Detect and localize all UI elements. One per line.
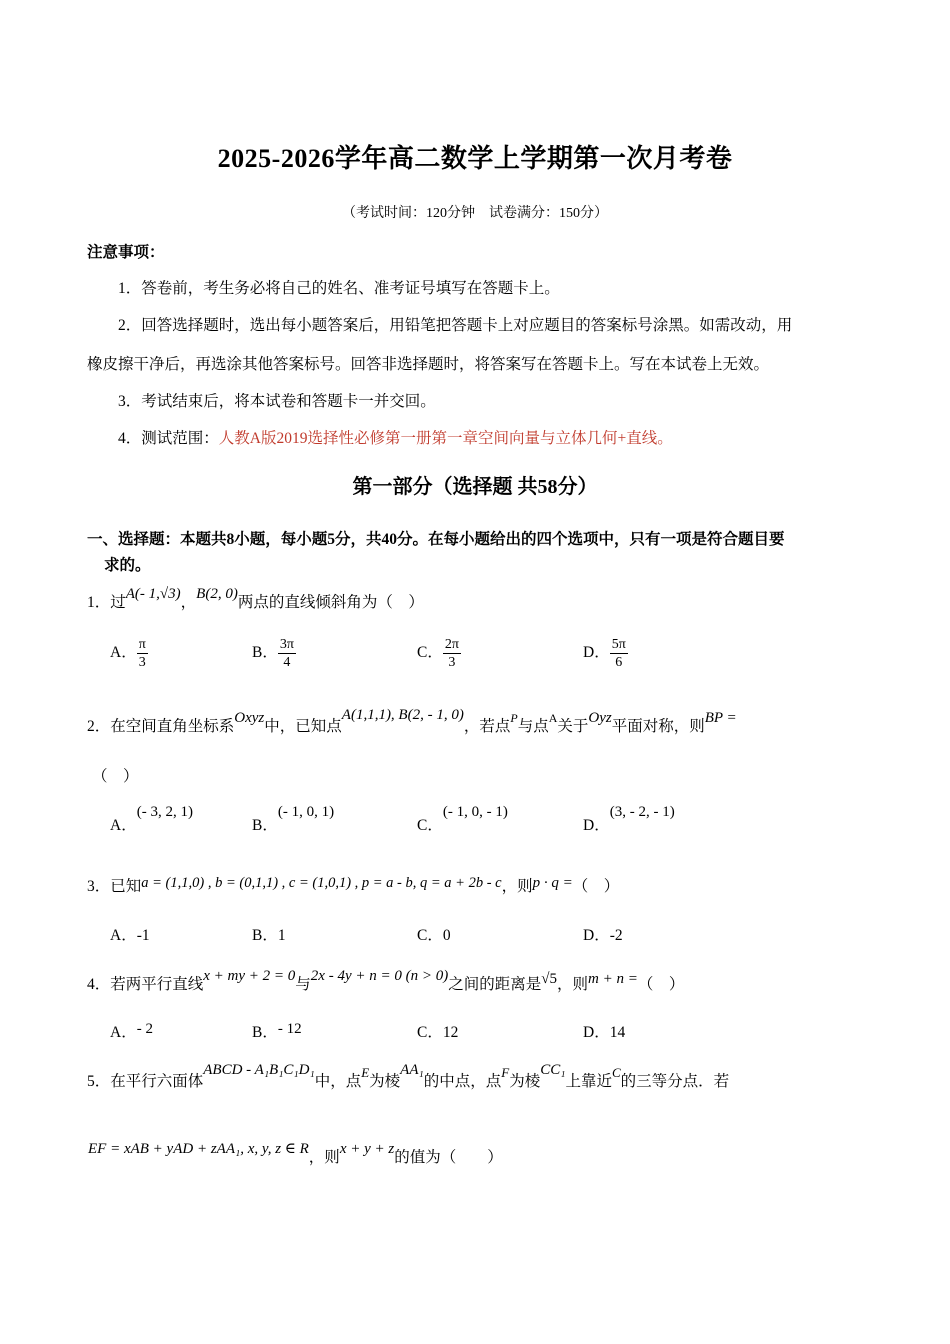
q1-option-c-fraction: $\frac{2\pi}{3}$ <box>444 637 459 670</box>
q4-option-d[interactable]: D．14 <box>583 1024 626 1041</box>
question-5-stem-cont: EF = xAB + yAD + zAA₁, x, y, z ∈ R，则x + y + z的值为（ ） <box>88 1141 503 1166</box>
q1-stem-end: 两点的直线倾斜角为（ ） <box>237 594 424 611</box>
q3-option-a[interactable]: A．-1 <box>110 927 150 944</box>
question-5-stem: 5．在平行六面体ABCD - A₁B₁C₁D₁中，点$^E$为棱AA₁的中点，点$^F$为棱CC₁上靠近$^C$的三等分点．若 <box>87 1062 730 1090</box>
q1-option-a[interactable]: A． $\frac{\pi}{3}$ <box>110 637 146 670</box>
note-item-4-prefix: 4．测试范围： <box>118 430 219 447</box>
q3-option-b[interactable]: B．1 <box>252 927 286 944</box>
q2-oyz: Oyz <box>588 710 612 726</box>
q3-expr: p · q = <box>532 875 573 891</box>
q2-option-d[interactable]: D．(3, - 2, - 1) <box>583 804 675 834</box>
q2-option-c[interactable]: C．(- 1, 0, - 1) <box>417 804 508 834</box>
q1-option-c[interactable]: C． $\frac{2\pi}{3}$ <box>417 637 459 670</box>
q1-num: 1．过 <box>87 594 126 611</box>
note-item-1: 1．答卷前，考生务必将自己的姓名、准考证号填写在答题卡上。 <box>118 280 560 297</box>
question-4-stem: 4．若两平行直线x + my + 2 = 0与2x - 4y + n = 0 (n > 0)之间的距离是√5，则m + n =（ ） <box>87 968 685 993</box>
q4-distance: √5 <box>541 971 557 987</box>
page-title: 2025-2026学年高二数学上学期第一次月考卷 <box>217 144 733 173</box>
q1-point-a: A(- 1,√3) <box>125 586 181 602</box>
q1-option-b[interactable]: B． $\frac{3\pi}{4}$ <box>252 637 294 670</box>
part-instructions: 一、选择题：本题共8小题，每小题5分，共40分。在每小题给出的四个选项中，只有一项是符合题目要 <box>87 531 785 548</box>
q1-option-d[interactable]: D． $\frac{5\pi}{6}$ <box>583 637 626 670</box>
q1-option-d-fraction: $\frac{5\pi}{6}$ <box>611 637 626 670</box>
q2-answer-paren: （ ） <box>92 768 139 785</box>
q2-oxyz: Oxyz <box>234 710 265 726</box>
part-instructions-cont: 求的。 <box>104 557 151 574</box>
exam-info: （考试时间：120分钟 试卷满分：150分） <box>342 206 608 221</box>
q1-option-a-fraction: $\frac{\pi}{3}$ <box>138 637 146 670</box>
q3-vectors: a = (1,1,0) , b = (0,1,1) , c = (1,0,1) , p = a - b, q = a + 2b - c <box>141 875 502 891</box>
q2-bp: BP = <box>704 710 737 726</box>
q5-sum: x + y + z <box>339 1141 395 1157</box>
q4-line2: 2x - 4y + n = 0 (n > 0) <box>310 968 449 984</box>
note-item-2: 2．回答选择题时，选出每小题答案后，用铅笔把答题卡上对应题目的答案标号涂黑。如需改动，用 <box>118 317 793 334</box>
section-title: 第一部分（选择题 共58分） <box>352 476 598 498</box>
q1-point-b: B(2, 0) <box>196 586 238 602</box>
q2-option-a[interactable]: A．(- 3, 2, 1) <box>110 804 193 834</box>
q2-option-b[interactable]: B．(- 1, 0, 1) <box>252 804 335 834</box>
question-2-stem: 2．在空间直角坐标系Oxyz中，已知点A(1,1,1), B(2, - 1, 0)，若点$^P$与点$^A$关于Oyz平面对称，则BP = <box>87 707 737 735</box>
test-scope: 人教A版2019选择性必修第一册第一章空间向量与立体几何+直线。 <box>218 430 673 447</box>
q4-option-c[interactable]: C．12 <box>417 1024 459 1041</box>
q1-comma: ， <box>180 594 197 611</box>
q2-points: A(1,1,1), B(2, - 1, 0) <box>341 707 464 723</box>
q3-option-d[interactable]: D．-2 <box>583 927 623 944</box>
q1-option-b-fraction: $\frac{3\pi}{4}$ <box>279 637 294 670</box>
q4-line1: x + my + 2 = 0 <box>203 968 296 984</box>
q4-expr: m + n = <box>587 971 638 987</box>
note-item-4 <box>118 426 673 448</box>
q4-option-b[interactable]: B．- 12 <box>252 1021 302 1041</box>
q3-option-c[interactable]: C．0 <box>417 927 451 944</box>
question-1-stem <box>87 586 424 612</box>
question-3-stem: 3．已知a = (1,1,0) , b = (0,1,1) , c = (1,0,1) , p = a - b, q = a + 2b - c，则p · q =（ ） <box>87 875 620 895</box>
notes-heading: 注意事项： <box>87 244 165 261</box>
q4-option-a[interactable]: A．- 2 <box>110 1021 153 1041</box>
note-item-3: 3．考试结束后，将本试卷和答题卡一并交回。 <box>118 393 436 410</box>
q5-solid: ABCD - A₁B₁C₁D₁ <box>203 1062 315 1078</box>
q5-equation: EF = xAB + yAD + zAA₁, x, y, z ∈ R <box>88 1141 309 1157</box>
note-item-2-cont: 橡皮擦干净后，再选涂其他答案标号。回答非选择题时，将答案写在答题卡上。写在本试卷上无效。 <box>87 356 770 373</box>
